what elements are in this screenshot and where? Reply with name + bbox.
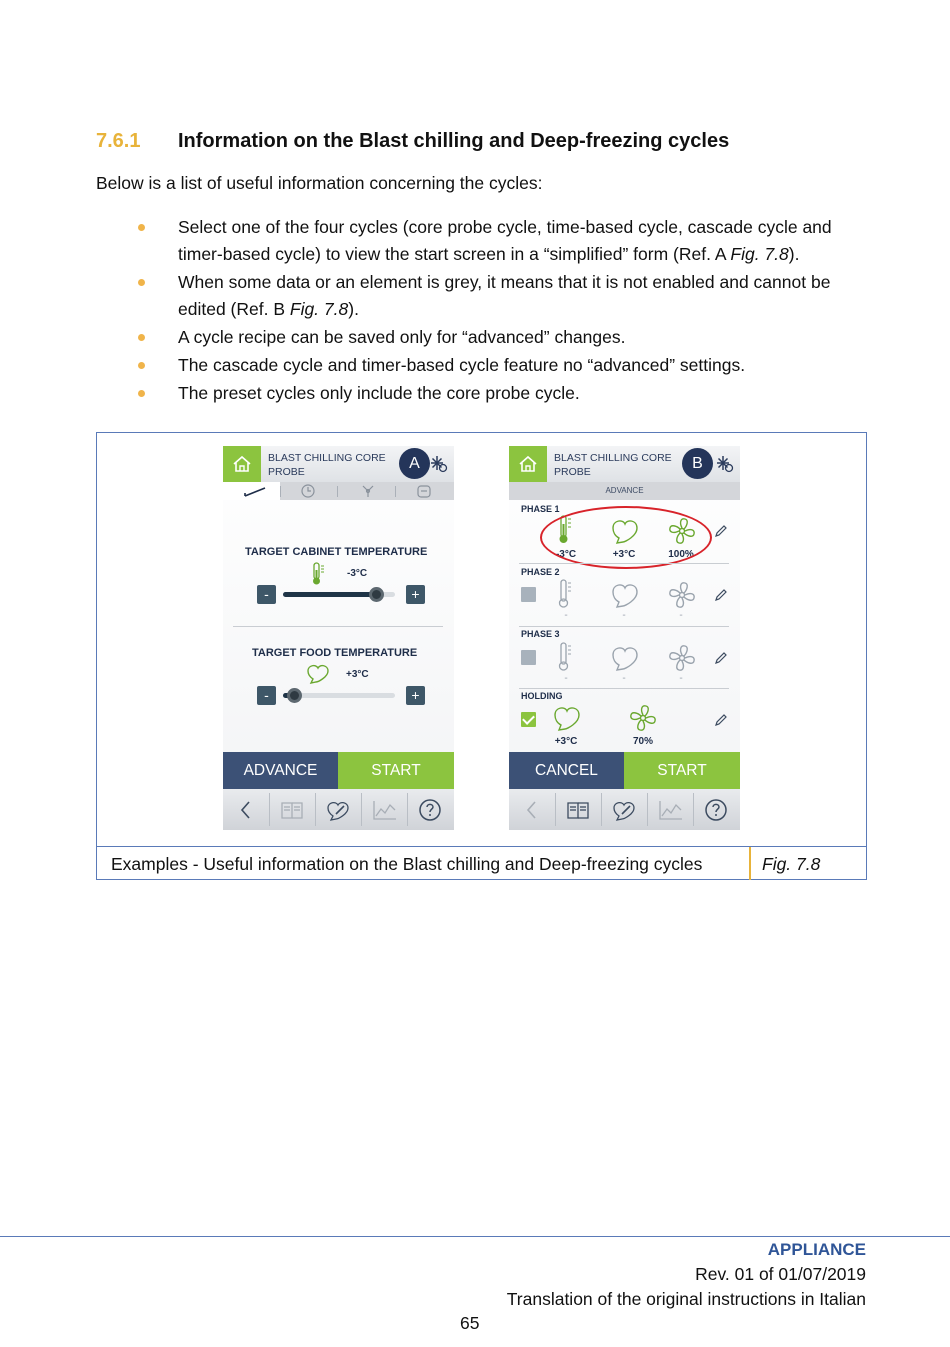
advance-button[interactable]: ADVANCE (223, 752, 338, 789)
phase3-checkbox[interactable] (521, 650, 536, 665)
home-icon (518, 454, 538, 474)
phase1-fan-speed: 100% (668, 549, 694, 560)
phase3-cabinet-temp: - (564, 673, 568, 684)
back-arrow-icon (520, 798, 544, 822)
ref-badge: A (399, 448, 430, 479)
holding-fan-speed: 70% (632, 736, 653, 747)
cabinet-slider-fill (283, 592, 376, 597)
bottom-nav (223, 789, 454, 830)
highlight-oval (540, 506, 712, 569)
help-button[interactable] (693, 789, 739, 830)
phase2-checkbox[interactable] (521, 587, 536, 602)
thermometer-icon (310, 562, 326, 586)
recipe-book-button[interactable] (269, 789, 315, 830)
list-item: When some data or an element is grey, it means that it is not enabled and cannot be edited (Ref. B Fig. 7.8). (136, 269, 866, 323)
phase1-label: PHASE 1 (521, 504, 560, 514)
divider (519, 626, 729, 627)
book-icon (280, 798, 306, 822)
screen-a (223, 446, 454, 830)
figure-caption (97, 846, 866, 880)
back-button[interactable] (509, 789, 555, 830)
fan-icon (667, 643, 697, 673)
footer-rule (0, 1236, 950, 1237)
help-icon (418, 798, 442, 822)
food-icon (610, 644, 640, 672)
cabinet-temp-label: TARGET CABINET TEMPERATURE (245, 546, 428, 558)
edit-pencil-icon[interactable] (714, 651, 728, 665)
bottom-nav (509, 789, 740, 830)
divider (519, 688, 729, 689)
advance-header: ADVANCE (509, 482, 740, 500)
cabinet-temp-value: -3°C (347, 568, 368, 579)
caption-figure-ref: Fig. 7.8 (762, 854, 821, 874)
divider (519, 563, 729, 564)
food-slider-knob[interactable] (287, 688, 302, 703)
list-item: A cycle recipe can be saved only for “advanced” changes. (136, 324, 866, 351)
tab-timer[interactable] (396, 482, 453, 500)
phase1-food-temp: +3°C (612, 549, 636, 560)
section-number: 7.6.1 (96, 130, 141, 152)
screen-b (509, 446, 740, 830)
home-button[interactable] (223, 446, 261, 482)
fan-icon[interactable] (628, 703, 658, 733)
section-title: Information on the Blast chilling and Deep-freezing cycles (178, 130, 730, 152)
screen-header (509, 446, 740, 482)
phase2-label: PHASE 2 (521, 567, 560, 577)
food-settings-button[interactable] (601, 789, 647, 830)
home-icon (232, 454, 252, 474)
holding-label: HOLDING (521, 691, 563, 701)
phase3-fan-speed: - (679, 673, 683, 684)
edit-pencil-icon[interactable] (714, 588, 728, 602)
food-icon (610, 581, 640, 609)
edit-pencil-icon[interactable] (714, 713, 728, 727)
divider (233, 626, 443, 627)
snowflake-icon (430, 455, 448, 473)
phase2-cabinet-temp: - (564, 610, 568, 621)
help-icon (704, 798, 728, 822)
book-icon (566, 798, 592, 822)
phase2-fan-speed: - (679, 610, 683, 621)
footer-translation: Translation of the original instructions in Italian (506, 1289, 866, 1309)
graph-button[interactable] (361, 789, 407, 830)
graph-button[interactable] (647, 789, 693, 830)
start-button[interactable]: START (624, 752, 740, 789)
holding-checkbox[interactable] (521, 712, 536, 727)
cabinet-slider-knob[interactable] (369, 587, 384, 602)
probe-icon (243, 484, 269, 498)
start-button[interactable]: START (338, 752, 454, 789)
food-edit-icon (612, 798, 638, 822)
phase1-cabinet-temp: -3°C (555, 549, 577, 560)
footer-appliance: APPLIANCE (767, 1240, 866, 1259)
timer-icon (416, 484, 432, 498)
food-temp-value: +3°C (346, 669, 369, 680)
ref-badge: B (682, 448, 713, 479)
help-button[interactable] (407, 789, 453, 830)
screen-title: BLAST CHILLING CORE PROBE (268, 452, 386, 478)
section-heading (96, 130, 729, 153)
phase3-food-temp: - (622, 673, 626, 684)
thermometer-icon (557, 642, 573, 672)
home-button[interactable] (509, 446, 547, 482)
food-edit-icon (326, 798, 352, 822)
food-icon[interactable] (552, 704, 582, 732)
thermometer-icon (557, 579, 573, 609)
tab-cascade[interactable] (338, 482, 395, 500)
tab-time[interactable] (280, 482, 337, 500)
bullet-list (136, 214, 866, 408)
figure-frame (96, 432, 867, 880)
food-decrease-button[interactable]: - (257, 686, 276, 705)
page-number: 65 (460, 1313, 480, 1333)
intro-text: Below is a list of useful information concerning the cycles: (96, 173, 543, 193)
holding-food-temp: +3°C (554, 736, 578, 747)
food-temp-label: TARGET FOOD TEMPERATURE (252, 647, 418, 659)
action-buttons (223, 752, 454, 789)
action-buttons (509, 752, 740, 789)
phase3-label: PHASE 3 (521, 629, 560, 639)
screen-title: BLAST CHILLING CORE PROBE (554, 452, 672, 478)
caption-text: Examples - Useful information on the Blast chilling and Deep-freezing cycles (111, 854, 703, 874)
food-temp-slider[interactable] (283, 693, 395, 698)
screen-header (223, 446, 454, 482)
cascade-icon (358, 484, 378, 498)
food-increase-button[interactable]: + (406, 686, 425, 705)
graph-icon (658, 798, 684, 822)
tab-core-probe[interactable] (223, 482, 280, 500)
food-icon (305, 662, 331, 684)
snowflake-icon (716, 455, 734, 473)
list-item: Select one of the four cycles (core probe cycle, time-based cycle, cascade cycle and timer-based cycle) to view the start screen in a “simplified” form (Ref. A Fig. 7.8). (136, 214, 866, 268)
cabinet-decrease-button[interactable]: - (257, 585, 276, 604)
fan-icon (667, 580, 697, 610)
cancel-button[interactable]: CANCEL (509, 752, 624, 789)
graph-icon (372, 798, 398, 822)
list-item: The cascade cycle and timer-based cycle feature no “advanced” settings. (136, 352, 866, 379)
back-button[interactable] (223, 789, 269, 830)
back-arrow-icon (234, 798, 258, 822)
list-item: The preset cycles only include the core probe cycle. (136, 380, 866, 407)
cabinet-increase-button[interactable]: + (406, 585, 425, 604)
clock-icon (300, 484, 316, 498)
phase2-food-temp: - (622, 610, 626, 621)
cabinet-temp-slider[interactable] (283, 592, 395, 597)
caption-divider (749, 847, 751, 880)
food-settings-button[interactable] (315, 789, 361, 830)
edit-pencil-icon[interactable] (714, 524, 728, 538)
recipe-book-button[interactable] (555, 789, 601, 830)
footer-revision: Rev. 01 of 01/07/2019 (695, 1264, 866, 1284)
cycle-tabs (223, 482, 454, 500)
